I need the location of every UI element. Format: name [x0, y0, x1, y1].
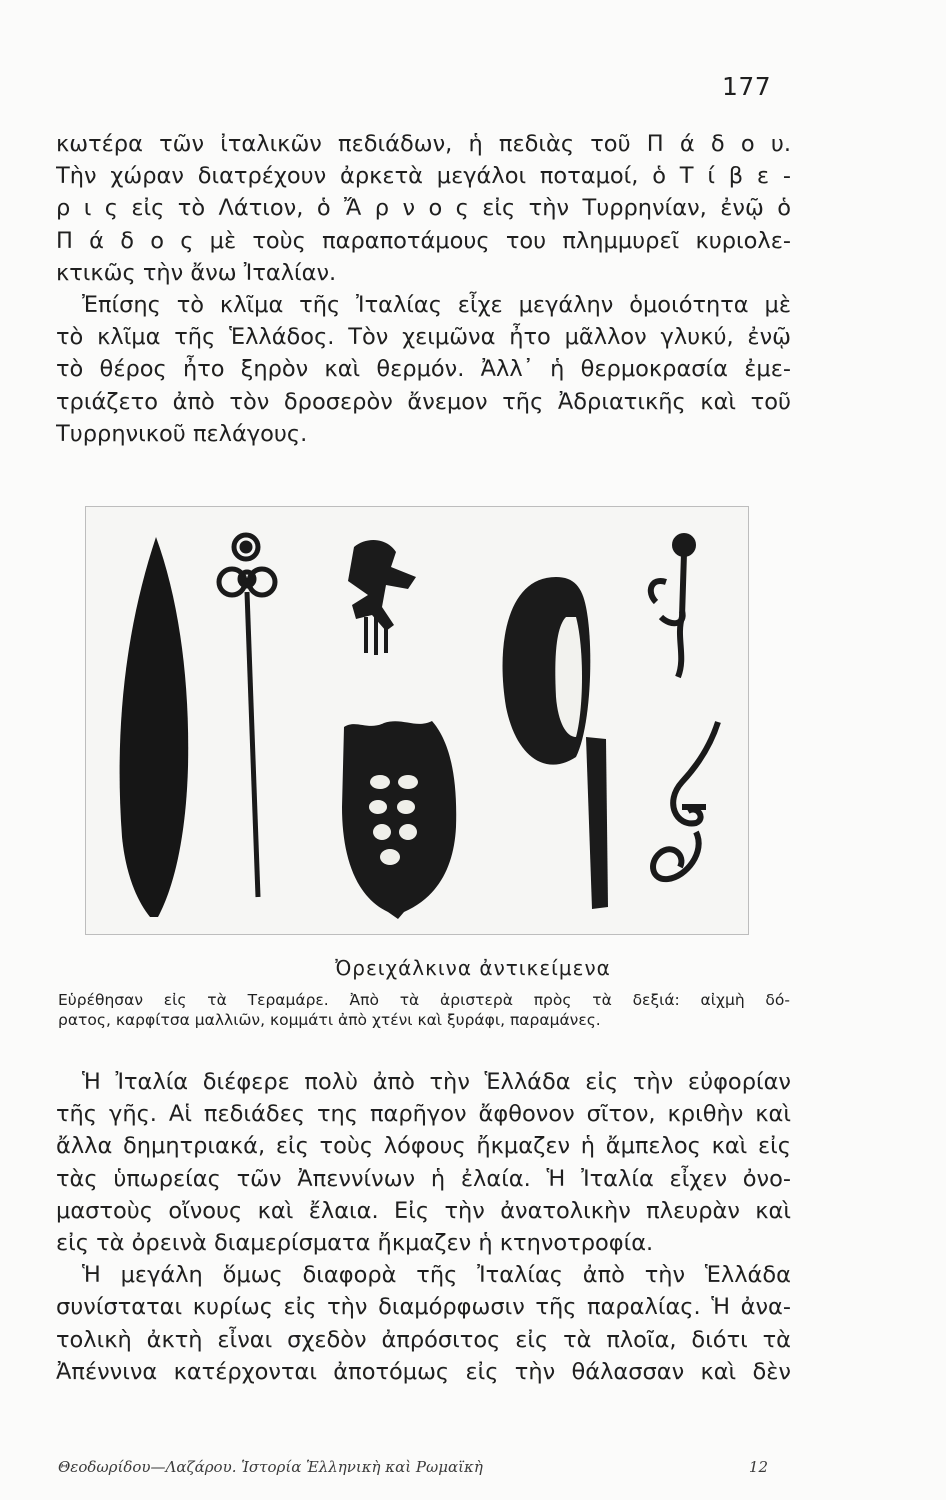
spearhead-shape — [120, 537, 189, 917]
comb-piece-shape — [348, 540, 416, 655]
text-line: ρ ι ς εἰς τὸ Λάτιον, ὁ Ἄ ρ ν ο ς εἰς τὴν Τυρρηνίαν, ἐνῷ ὁ — [56, 195, 791, 222]
text-line: τολικὴ ἀκτὴ εἶναι σχεδὸν ἀπρόσιτος εἰς τὰ πλοῖα, διότι τὰ — [56, 1326, 791, 1353]
text-line: Ἀπέννινα κατέρχονται ἀποτόμως εἰς τὴν θάλασσαν καὶ δὲν — [56, 1358, 791, 1385]
text-line: Τὴν χώραν διατρέχουν ἀρκετὰ μεγάλοι ποταμοί, ὁ Τ ί β ε - — [56, 163, 791, 190]
text-line: τὸ θέρος ἦτο ξηρὸν καὶ θερμόν. Ἀλλ᾽ ἡ θερμοκρασία ἐμε- — [56, 356, 791, 383]
text-line: συνίσταται κυρίως εἰς τὴν διαμόρφωσιν τῆς παραλίας. Ἡ ἀνα- — [56, 1294, 791, 1321]
text-line: τριάζετο ἀπὸ τὸν δροσερὸν ἄνεμον τῆς Ἀδριατικῆς καὶ τοῦ — [56, 388, 791, 415]
text-line: κωτέρα τῶν ἰταλικῶν πεδιάδων, ἡ πεδιὰς τοῦ Π ά δ ο υ. — [56, 131, 791, 157]
fibula-lower-shape — [653, 722, 718, 879]
hair-pin-shape — [219, 535, 275, 897]
text-line: εἰς τὰ ὀρεινὰ διαμερίσματα ἤκμαζεν ἡ κτηνοτροφία. — [56, 1230, 654, 1257]
text-line: Ἐπίσης τὸ κλῖμα τῆς Ἰταλίας εἶχε μεγάλην ὁμοιότητα μὲ — [82, 292, 791, 319]
body-text-bottom — [56, 1066, 791, 1388]
text-line: Ἡ μεγάλη ὅμως διαφορὰ τῆς Ἰταλίας ἀπὸ τὴν Ἑλλάδα — [82, 1262, 791, 1289]
text-line: ἄλλα δημητριακά, εἰς τοὺς λόφους ἤκμαζεν ἡ ἄμπελος καὶ εἰς — [56, 1133, 791, 1160]
page-number: 177 — [722, 72, 772, 101]
text-line: τὰς ὑπωρείας τῶν Ἀπεννίνων ἡ ἐλαία. Ἡ Ἰταλία εἶχεν ὀνο- — [56, 1165, 791, 1192]
bronze-objects-illustration — [86, 507, 748, 934]
text-line: Τυρρηνικοῦ πελάγους. — [56, 420, 308, 447]
figure-caption — [58, 990, 790, 1030]
figure-caption-title: Ὀρειχάλκινα ἀντικείμενα — [335, 956, 611, 980]
fibula-upper-shape — [651, 536, 693, 677]
bronze-objects-photo — [85, 506, 749, 935]
text-line: κτικῶς τὴν ἄνω Ἰταλίαν. — [56, 259, 337, 286]
text-line: μαστοὺς οἴνους καὶ ἔλαια. Εἰς τὴν ἀνατολικὴν πλευρὰν καὶ — [56, 1197, 791, 1224]
text-line: Ἡ Ἰταλία διέφερε πολὺ ἀπὸ τὴν Ἑλλάδα εἰς τὴν εὐφορίαν — [82, 1069, 791, 1095]
text-line: Π ά δ ο ς μὲ τοὺς παραποτάμους του πλημμυρεῖ κυριολε- — [56, 227, 791, 254]
caption-line: Εὑρέθησαν εἰς τὰ Τεραμάρε. Ἀπὸ τὰ ἀριστερὰ πρὸς τὰ δεξιά: αἰχμὴ δό- — [58, 991, 790, 1009]
footer-book-title: Θεοδωρίδου—Λαζάρου. Ἱστορία Ἑλληνικὴ καὶ Ρωμαϊκὴ — [58, 1458, 483, 1476]
page-footer — [58, 1458, 768, 1476]
footer-signature-number: 12 — [748, 1458, 768, 1476]
caption-line: ρατος, καρφίτσα μαλλιῶν, κομμάτι ἀπὸ χτένι καὶ ξυράφι, παραμάνες. — [58, 1011, 601, 1029]
body-text-top — [56, 128, 791, 450]
text-line: τῆς γῆς. Αἱ πεδιάδες της παρῆγον ἄφθονον σῖτον, κριθὴν καὶ — [56, 1101, 791, 1128]
spoon-razor-shape — [503, 577, 608, 909]
razor-shape — [342, 721, 456, 919]
text-line: τὸ κλῖμα τῆς Ἑλλάδος. Τὸν χειμῶνα ἦτο μᾶλλον γλυκύ, ἐνῷ — [56, 324, 791, 351]
